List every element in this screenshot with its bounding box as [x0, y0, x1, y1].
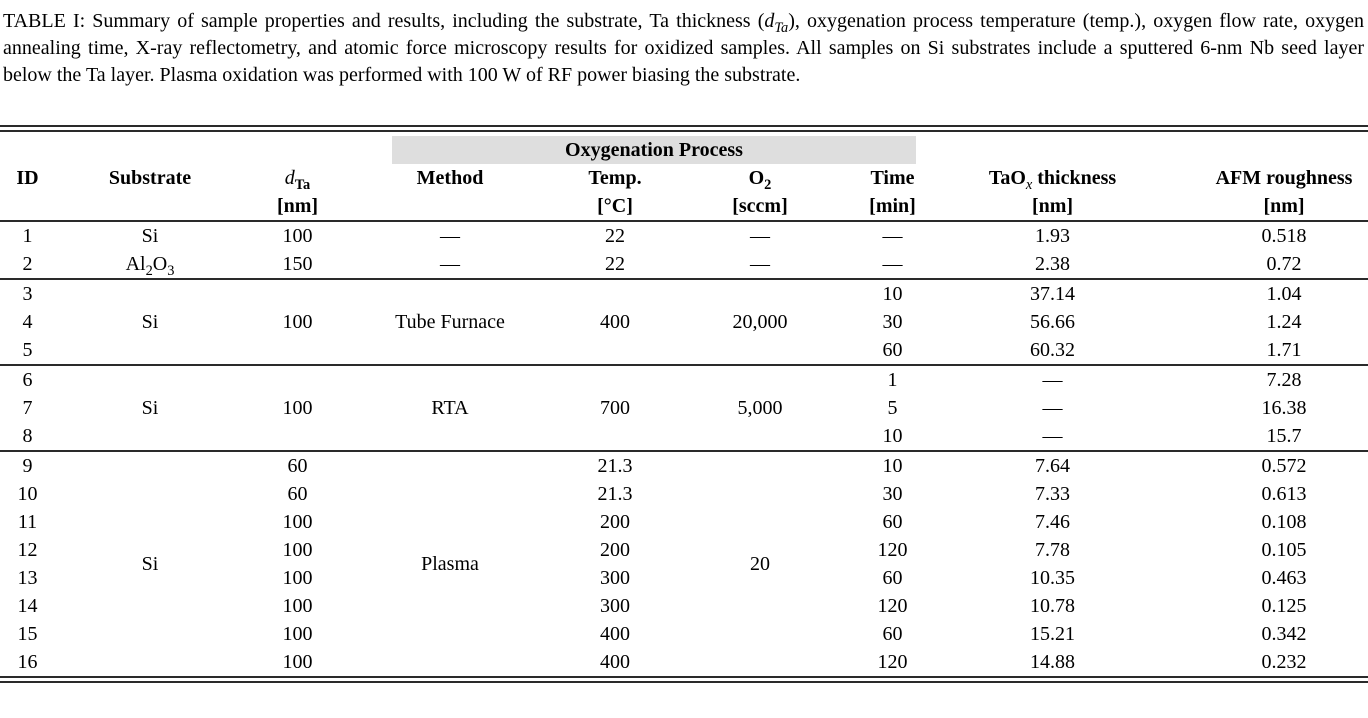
cell-temp: 200 [600, 539, 630, 561]
cell-method-merged: Tube Furnace [350, 279, 550, 365]
cell-dta-merged: 100 [245, 365, 350, 451]
table-row [0, 365, 1368, 394]
col-header-method: Method [416, 167, 484, 189]
dta-subscript: Ta [774, 20, 789, 36]
spacer-cell [0, 132, 55, 164]
cell-afm: 0.342 [1261, 623, 1307, 645]
cell-dta: 150 [282, 253, 313, 275]
cell-substrate-merged: Si [55, 451, 245, 676]
cell-id: 4 [22, 311, 33, 333]
cell-id: 14 [17, 595, 38, 617]
cell-time: — [882, 253, 903, 275]
cell-dta: 100 [282, 567, 313, 589]
cell-o2-merged: 20 [680, 451, 830, 676]
cell-afm: 16.38 [1261, 397, 1307, 419]
cell-id: 5 [22, 339, 33, 361]
cell-taox: — [1042, 397, 1063, 419]
cell-time: 120 [877, 651, 908, 673]
cell-id: 8 [22, 425, 33, 447]
paper-table-figure [0, 8, 1368, 718]
spacer-cell [350, 192, 550, 221]
cell-dta-merged: 100 [245, 279, 350, 365]
cell-time: 30 [882, 483, 903, 505]
cell-temp: 200 [600, 511, 630, 533]
cell-time: 120 [877, 539, 908, 561]
cell-substrate-merged: Si [55, 365, 245, 451]
table-row [0, 451, 1368, 480]
group-header-label: Oxygenation Process [565, 139, 743, 161]
dta-header-subscript: Ta [294, 177, 311, 193]
cell-taox: — [1042, 425, 1063, 447]
col-header-dta [245, 164, 350, 192]
cell-taox: 60.32 [1030, 339, 1075, 361]
cell-time: 10 [830, 279, 935, 308]
spacer-cell [935, 132, 1170, 164]
cell-dta: 60 [245, 451, 350, 480]
unit-taox: [nm] [935, 192, 1170, 221]
cell-taox: 10.78 [1030, 595, 1075, 617]
unit-time: [min] [830, 192, 935, 221]
unit-temp: [°C] [550, 192, 680, 221]
cell-taox: 14.88 [1030, 651, 1075, 673]
cell-time: 5 [887, 397, 898, 419]
units-row [0, 192, 1368, 221]
dta-symbol: d [764, 10, 775, 32]
table-row [0, 221, 1368, 250]
cell-temp: 400 [600, 651, 630, 673]
cell-temp: 21.3 [597, 483, 633, 505]
cell-afm: 0.108 [1261, 511, 1307, 533]
cell-temp: 22 [605, 225, 625, 247]
cell-taox: 7.46 [1035, 511, 1070, 533]
table-bottom-rule [0, 676, 1368, 683]
col-header-o2: $O_2$ [748, 167, 772, 193]
cell-method: — [440, 253, 460, 275]
cell-id: 6 [0, 365, 55, 394]
oxygenation-process-band [392, 136, 916, 164]
cell-time: 10 [882, 425, 903, 447]
unit-afm: [nm] [1170, 192, 1368, 221]
cell-time: 1 [830, 365, 935, 394]
cell-time: 120 [877, 595, 908, 617]
caption-text-1: TABLE I: Summary of sample properties and results, including the substrate, Ta thickness ( [3, 10, 765, 32]
oxygenation-process-header-cell [350, 132, 935, 164]
cell-id: 1 [22, 225, 33, 247]
cell-afm: 0.105 [1261, 539, 1307, 561]
cell-substrate: $Al_2O_3$ [125, 253, 175, 279]
table-row [0, 279, 1368, 308]
spacer-cell [245, 132, 350, 164]
cell-taox: 37.14 [935, 279, 1170, 308]
cell-id: 16 [17, 651, 38, 673]
cell-id: 12 [17, 539, 38, 561]
cell-time: 60 [882, 339, 903, 361]
cell-substrate-merged: Si [55, 279, 245, 365]
cell-dta: 100 [282, 595, 313, 617]
sample-properties-table [0, 132, 1368, 676]
cell-afm: 7.28 [1170, 365, 1368, 394]
taox-header-subscript: x [1025, 177, 1033, 193]
cell-method: — [440, 225, 460, 247]
col-header-taox: TaO$_x$ thickness [988, 167, 1117, 193]
cell-dta: 60 [287, 483, 308, 505]
cell-time: 30 [882, 311, 903, 333]
column-header-row [0, 164, 1368, 192]
cell-afm: 0.572 [1170, 451, 1368, 480]
cell-dta: 100 [282, 511, 313, 533]
cell-id: 13 [17, 567, 38, 589]
col-header-time: Time [870, 167, 915, 189]
dta-header-symbol: d [284, 167, 295, 189]
table-row [0, 250, 1368, 279]
col-header-substrate: Substrate [108, 167, 192, 189]
cell-afm: 1.71 [1266, 339, 1302, 361]
cell-id: 15 [17, 623, 38, 645]
cell-o2-merged: 20,000 [680, 279, 830, 365]
o2-header-subscript: 2 [764, 177, 772, 193]
cell-taox: 7.78 [1035, 539, 1070, 561]
cell-afm: 0.613 [1261, 483, 1307, 505]
cell-method-merged: RTA [350, 365, 550, 451]
col-header-temp: Temp. [588, 167, 642, 189]
cell-afm: 0.125 [1261, 595, 1307, 617]
cell-afm: 15.7 [1266, 425, 1302, 447]
cell-o2: — [750, 253, 770, 275]
cell-temp-merged: 400 [550, 279, 680, 365]
cell-afm: 1.04 [1170, 279, 1368, 308]
cell-taox: 1.93 [1035, 225, 1070, 247]
cell-taox: 2.38 [1035, 253, 1070, 275]
cell-id: 11 [17, 511, 38, 533]
cell-id: 10 [17, 483, 38, 505]
cell-taox: 7.33 [1035, 483, 1070, 505]
cell-time: 10 [830, 451, 935, 480]
cell-dta: 100 [282, 539, 313, 561]
cell-substrate: Si [141, 225, 159, 247]
cell-dta: 100 [282, 225, 313, 247]
table-caption [3, 8, 1364, 89]
cell-taox: 10.35 [1030, 567, 1075, 589]
cell-id: 9 [0, 451, 55, 480]
cell-id: 7 [22, 397, 33, 419]
unit-o2: [sccm] [680, 192, 830, 221]
cell-temp: 400 [600, 623, 630, 645]
cell-o2-merged: 5,000 [680, 365, 830, 451]
unit-dta: [nm] [245, 192, 350, 221]
cell-taox: 15.21 [1030, 623, 1075, 645]
spacer-cell [1170, 132, 1368, 164]
cell-afm: 1.24 [1266, 311, 1302, 333]
col-header-afm: AFM roughness [1215, 167, 1353, 189]
cell-temp: 22 [605, 253, 625, 275]
cell-temp: 300 [600, 567, 630, 589]
cell-o2: — [750, 225, 770, 247]
cell-temp-merged: 700 [550, 365, 680, 451]
cell-time: 60 [882, 511, 903, 533]
cell-taox: — [935, 365, 1170, 394]
cell-method-merged: Plasma [350, 451, 550, 676]
cell-temp: 300 [600, 595, 630, 617]
cell-afm: 0.72 [1266, 253, 1302, 275]
cell-time: — [882, 225, 903, 247]
table-top-rule [0, 125, 1368, 132]
spacer-cell [0, 192, 55, 221]
spacer-cell [55, 132, 245, 164]
spacer-cell [55, 192, 245, 221]
cell-taox: 7.64 [935, 451, 1170, 480]
cell-time: 60 [882, 567, 903, 589]
group-header-row [0, 132, 1368, 164]
cell-dta: 100 [282, 623, 313, 645]
cell-time: 60 [882, 623, 903, 645]
cell-afm: 0.232 [1261, 651, 1307, 673]
cell-id: 2 [22, 253, 33, 275]
cell-afm: 0.463 [1261, 567, 1307, 589]
cell-taox: 56.66 [1030, 311, 1075, 333]
col-header-id: ID [16, 167, 39, 189]
cell-id: 3 [0, 279, 55, 308]
cell-afm: 0.518 [1261, 225, 1307, 247]
cell-temp: 21.3 [550, 451, 680, 480]
cell-dta: 100 [282, 651, 313, 673]
caption-text-2: ), oxygenation process temperature (temp.), oxygen flow rate, oxygen annealing time, X-ray reflectometry, and atomic force microscopy results for oxidized samples. All samples on Si substrates include a sputtered 6-nm Nb seed layer below the Ta layer. Plasma oxidation was performed with 100 W of RF power biasing the substrate. [3, 10, 1364, 86]
